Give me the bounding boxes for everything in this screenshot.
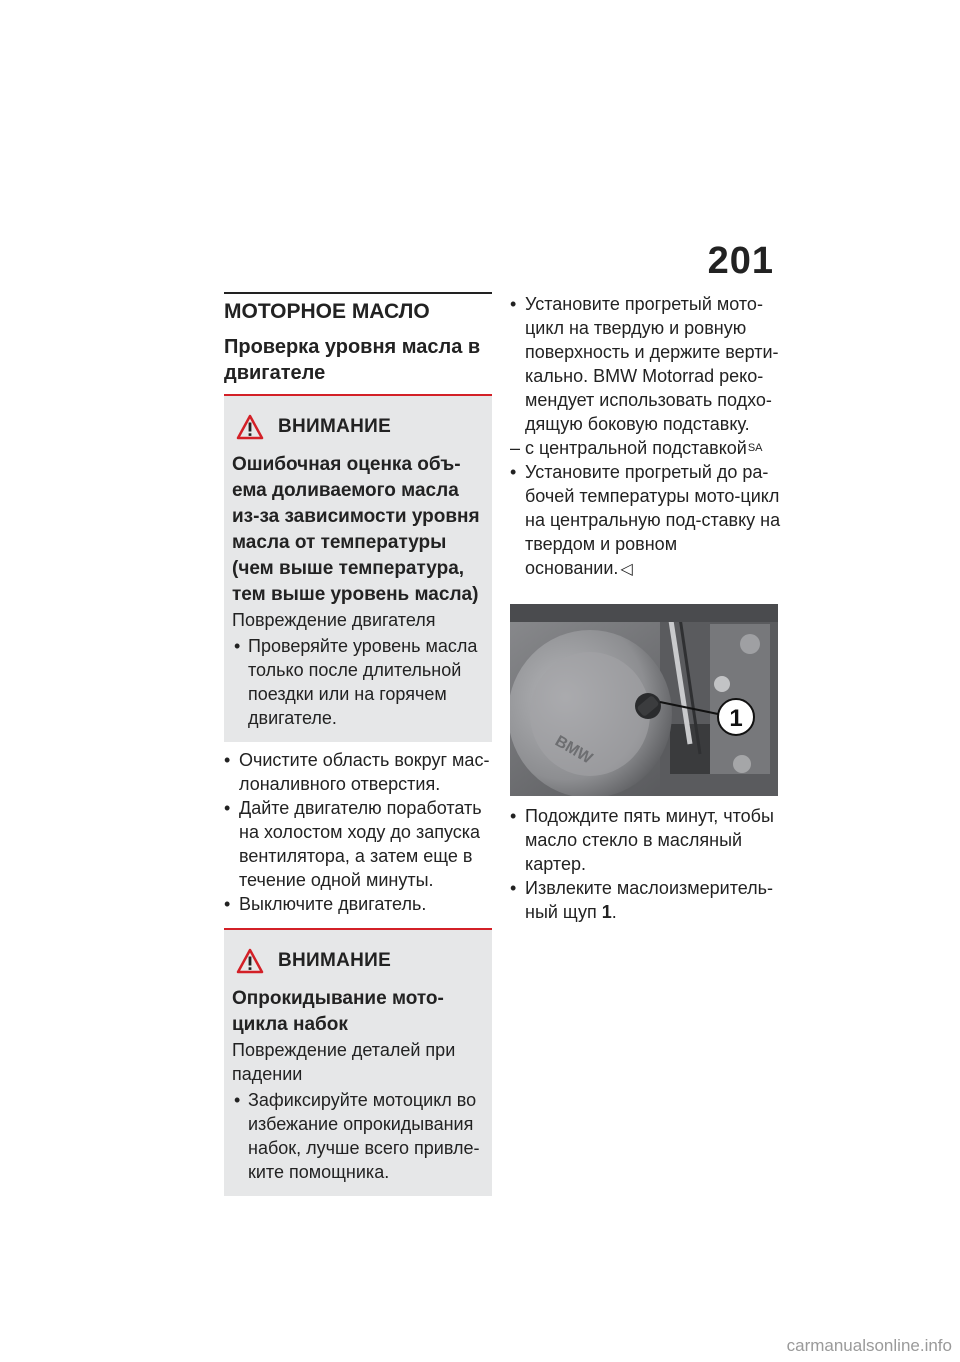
warning-title: Опрокидывание мото-цикла набок (232, 988, 444, 1035)
warning-header (236, 948, 484, 974)
subsection-title: Проверка уровня масла в двигателе (224, 334, 492, 396)
step-item (510, 876, 782, 924)
section-title: МОТОРНОЕ МАСЛО (224, 292, 492, 324)
warning-header (236, 414, 484, 440)
warning-measure-item: • Проверяйте уровень масла только после длительной поездки или на горячем двигателе. (232, 634, 484, 730)
step-text: Установите прогретый до ра-бочей температуры мото-цикл на центральную под-ставку на твердом и ровном основании. (525, 462, 781, 578)
watermark: carmanualsonline.info (786, 1336, 952, 1355)
warning-triangle-icon (236, 948, 264, 974)
option-superscript: SA (747, 442, 763, 454)
warning-measure-item: • Зафиксируйте мотоцикл во избежание опрокидывания набок, лучше всего привле-ките помощника. (232, 1088, 484, 1184)
engine-oil-dipstick-photo (510, 604, 778, 796)
left-column (224, 292, 492, 1202)
warning-triangle-icon (236, 414, 264, 440)
part-reference: 1 (601, 902, 612, 922)
step-item: • Подождите пять минут, чтобы масло стекло в масляный картер. (510, 804, 782, 876)
warning-consequence: Повреждение двигателя (232, 610, 436, 630)
warning-title: Ошибочная оценка объ-ема доливаемого масла из-за зависимости уровня масла от температуры (чем выше температура, тем выше уровень масла) (232, 454, 480, 605)
option-item (510, 436, 782, 460)
warning-label: ВНИМАНИЕ (278, 950, 392, 971)
end-of-option-icon: ◁ (620, 561, 633, 578)
warning-box-1 (224, 396, 492, 742)
step-item: • Установите прогретый мото-цикл на твердую и ровную поверхность и держите верти-кально. BMW Motorrad реко-мендует использовать подхо-дящую боковую подставку. (510, 292, 782, 436)
right-steps-list-2 (510, 804, 782, 924)
step-end: . (611, 902, 617, 922)
step-item: • Очистите область вокруг мас-лоналивного отверстия. (224, 748, 492, 796)
step-item: • Дайте двигателю поработать на холостом ходу до запуска вентилятора, а затем еще в течение одной минуты. (224, 796, 492, 892)
engine-illustration (510, 604, 778, 796)
warning-box-2 (224, 930, 492, 1196)
step-item: • Выключите двигатель. (224, 892, 492, 916)
warning-label: ВНИМАНИЕ (278, 416, 392, 437)
left-steps-list (224, 748, 492, 916)
option-text: с центральной подставкой (525, 438, 747, 458)
page-number: 201 (707, 240, 774, 282)
step-text: Извлеките маслоизмеритель-ный щуп (525, 878, 774, 922)
figure-callout-label: 1 (729, 705, 743, 732)
right-steps-list (510, 292, 782, 582)
warning-measures (232, 634, 484, 730)
right-column (510, 292, 782, 924)
step-item (510, 460, 782, 582)
warning-measures (232, 1088, 484, 1184)
warning-consequence: Повреждение деталей при падении (232, 1040, 456, 1084)
bmw-logo-text: BMW (552, 732, 596, 768)
